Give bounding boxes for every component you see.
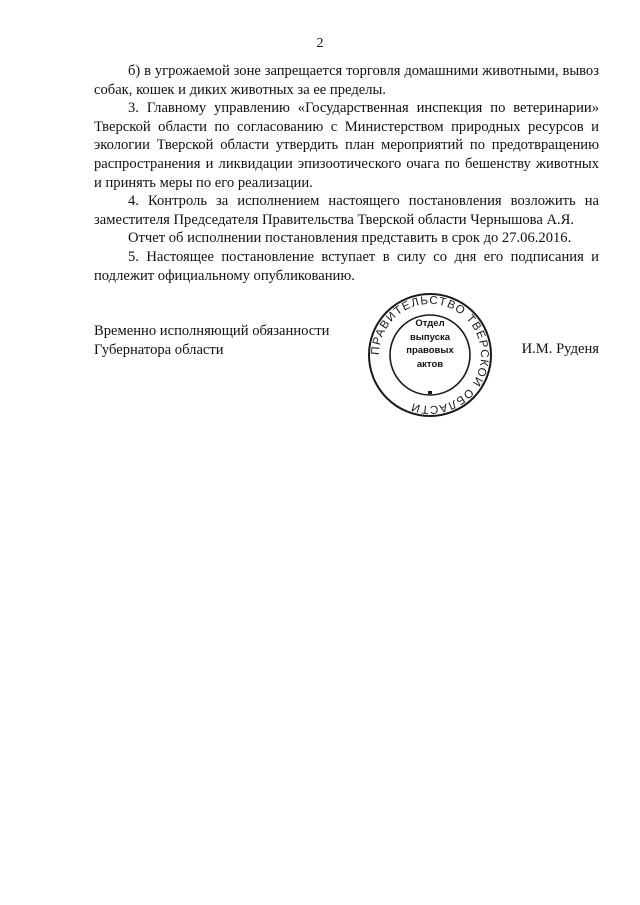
paragraph-report-deadline: Отчет об исполнении постановления представить в срок до 27.06.2016. (128, 230, 572, 247)
seal-center-text (396, 317, 464, 371)
signer-title (94, 322, 329, 359)
official-seal (366, 291, 494, 419)
page-number: 2 (316, 36, 324, 51)
signer-title-line-1: Временно исполняющий обязанности (94, 323, 330, 339)
seal-center-line-2: выпуска (409, 331, 451, 343)
paragraph-5: 5. Настоящее постановление вступает в силу со дня его подписания и подлежит официальному опубликованию. (94, 248, 599, 284)
seal-center-line-3: правовых (406, 345, 454, 356)
signature-block (94, 294, 599, 442)
seal-center-line-4: актов (416, 358, 444, 370)
document-body (94, 62, 599, 285)
paragraph-2b: б) в угрожаемой зоне запрещается торговля домашними животными, вывоз собак, кошек и диких животных за ее пределы. (94, 63, 599, 98)
signer-name: И.М. Руденя (521, 341, 599, 357)
signer-title-line-2: Губернатора области (94, 341, 224, 358)
paragraph-3: 3. Главному управлению «Государственная инспекция по ветеринарии» Тверской области по согласованию с Министерством природных ресурсов и экологии Тверской области утвердить план мероприятий по предотвращению распространения и ликвидации эпизоотического очага по бешенству животных и принять меры по его реализации. (94, 100, 599, 191)
seal-center-line-1: Отдел (415, 318, 445, 329)
paragraph-4: 4. Контроль за исполнением настоящего постановления возложить на заместителя Председателя Правительства Тверской области Чернышова А.Я. (94, 193, 599, 228)
seal-ring-text: ПРАВИТЕЛЬСТВО ТВЕРСКОЙ ОБЛАСТИ (369, 294, 491, 416)
